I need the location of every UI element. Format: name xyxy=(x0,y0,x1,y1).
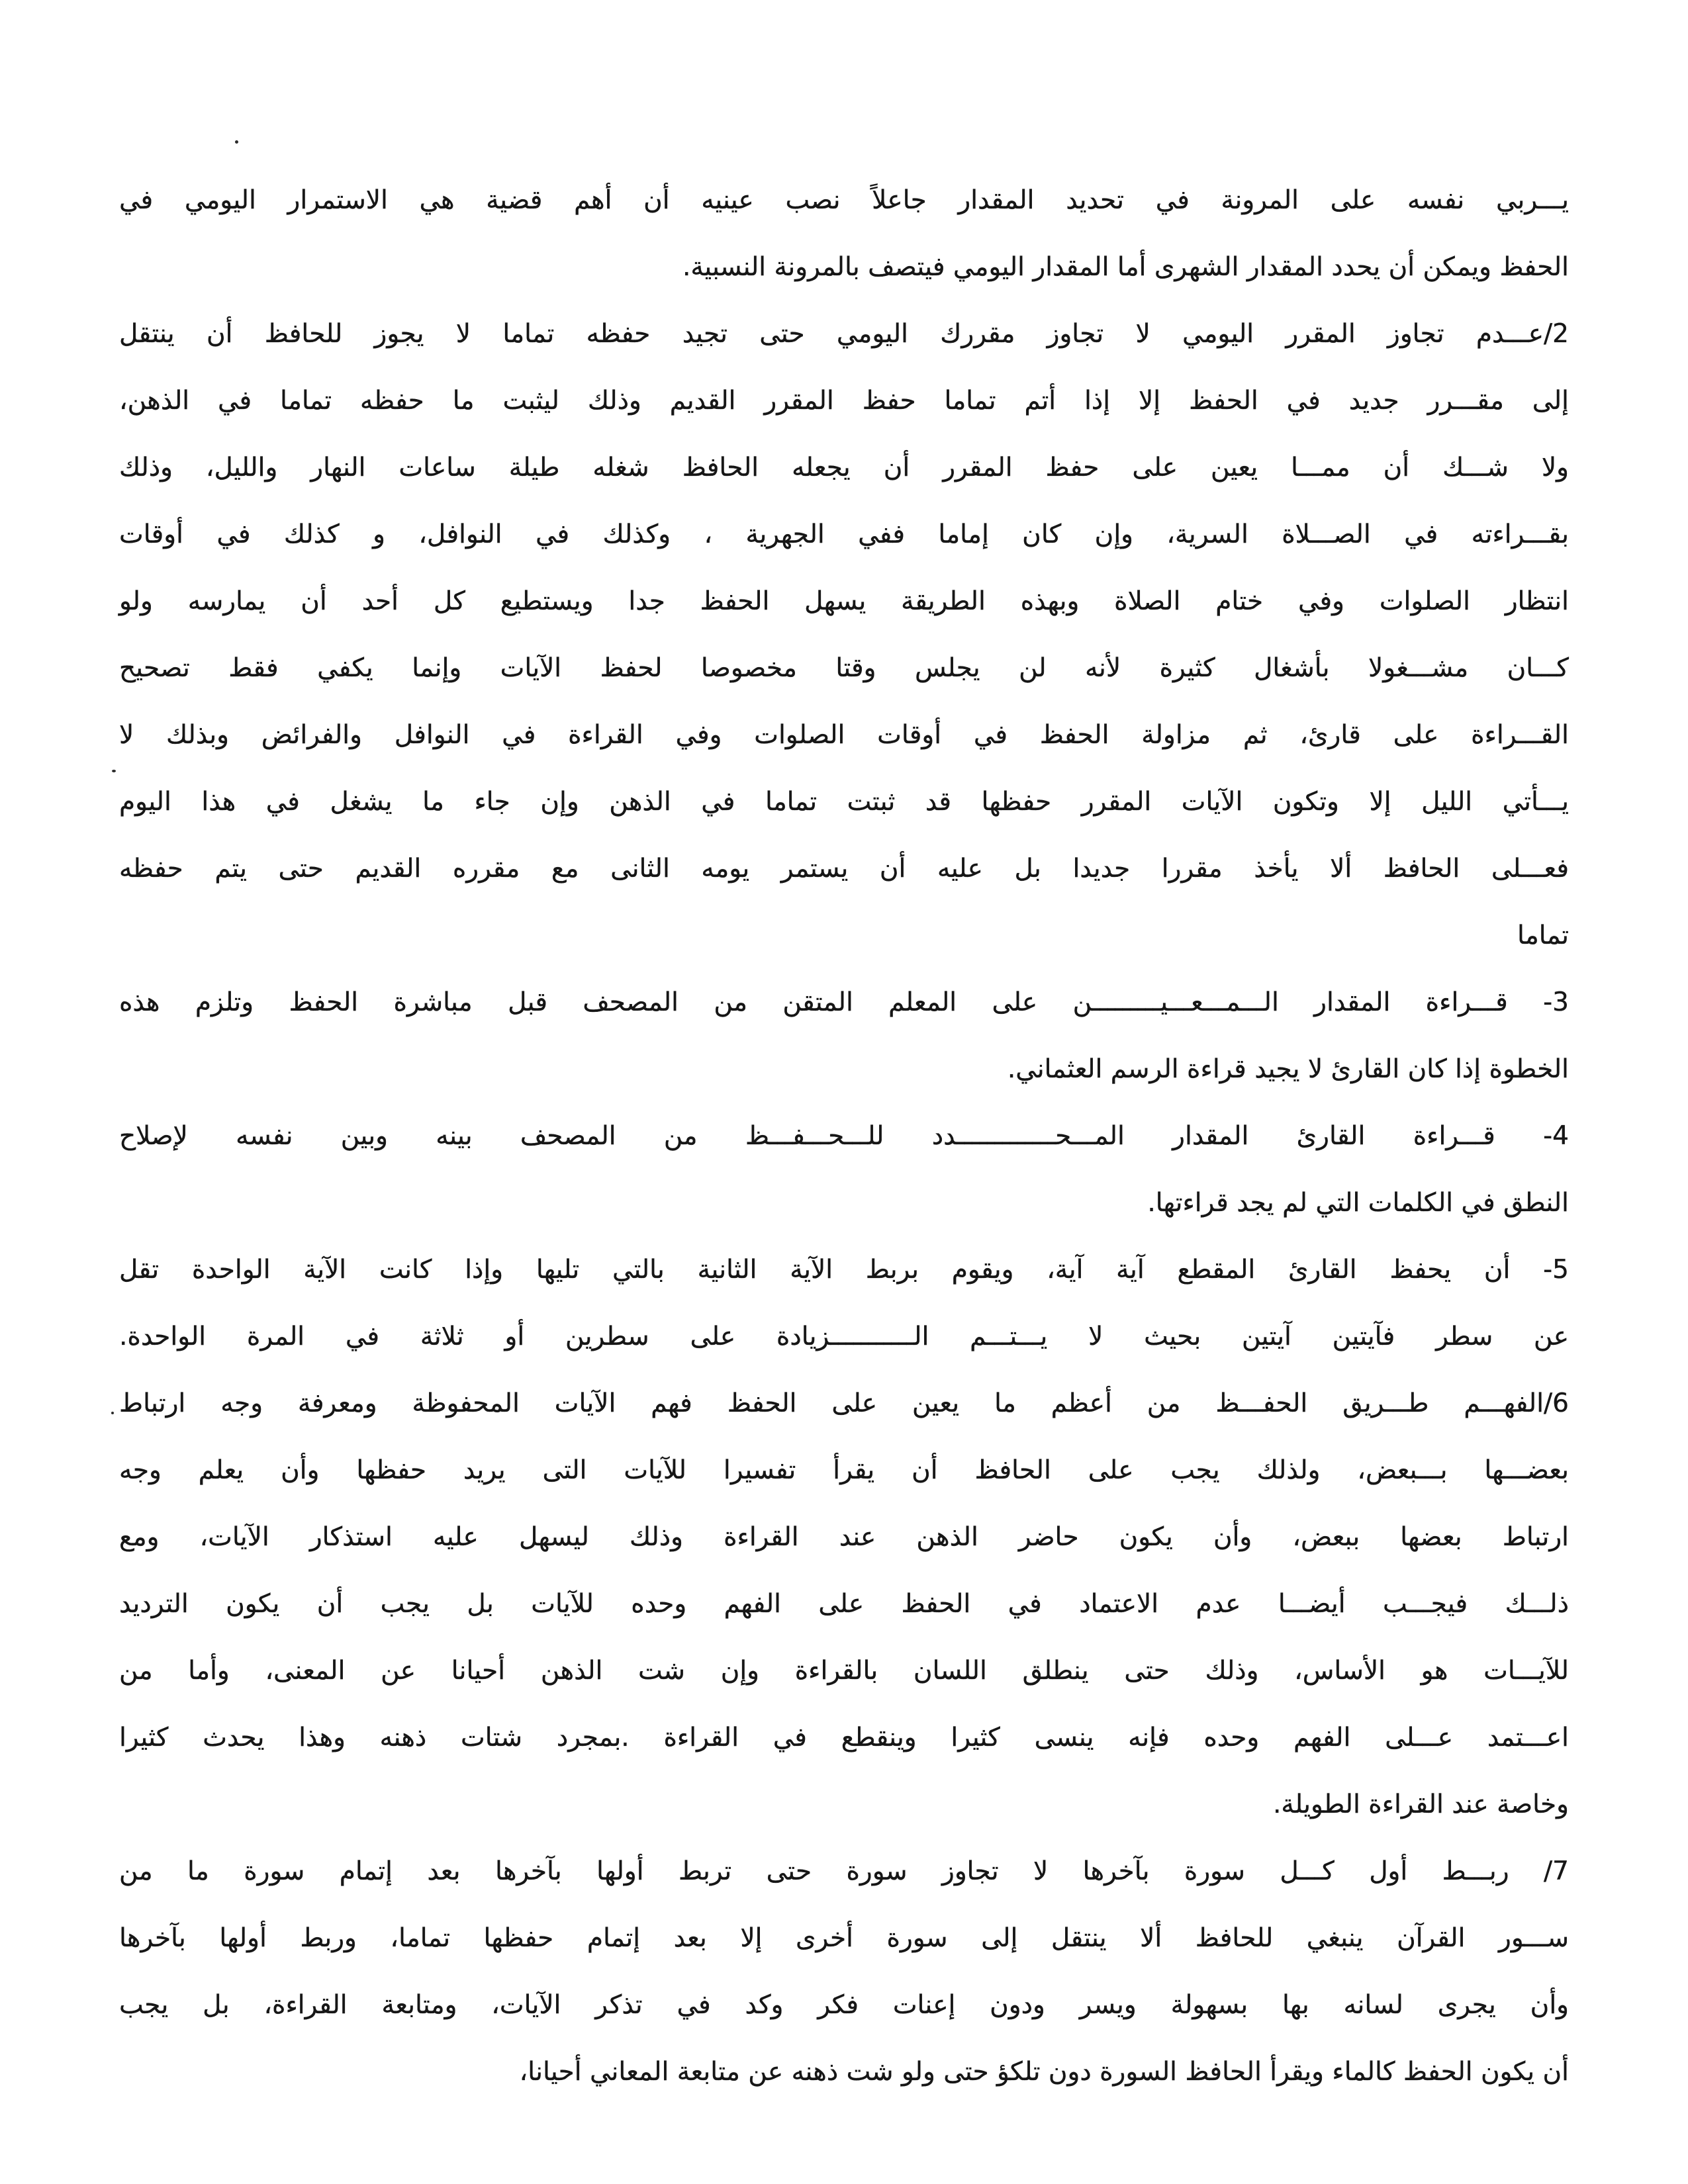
text-line: 7/ ربـــط أول كـــل سورة بآخرها لا تجاوز سورة حتى تربط أولها بآخرها بعد إتمام سورة ما من xyxy=(119,1856,1569,1886)
text-line: ارتباط بعضها ببعض، وأن يكون حاضر الذهن عند القراءة وذلك ليسهل عليه استذكار الآيات، ومع xyxy=(119,1522,1569,1552)
item-3-paragraph xyxy=(119,969,1569,1103)
item-7-paragraph xyxy=(119,1838,1569,2105)
item-5-paragraph xyxy=(119,1236,1569,1370)
text-line: يـــأتي الليل إلا وتكون الآيات المقرر حفظها قد ثبتت تماما في الذهن وإن جاء ما يشغل في هذا اليوم xyxy=(119,787,1569,817)
intro-continuation-paragraph xyxy=(119,167,1569,300)
text-line: ســـور القرآن ينبغي للحافظ ألا ينتقل إلى سورة أخرى إلا بعد إتمام حفظها تماما، وربط أولها بآخرها xyxy=(119,1923,1569,1953)
text-line: فعـــلى الحافظ ألا يأخذ مقررا جديدا بل عليه أن يستمر يومه الثانى مع مقرره القديم حتى يتم حفظه xyxy=(119,854,1569,884)
text-line: 6/الفهـــم طـــريق الحفـــظ من أعظم ما يعين على الحفظ فهم الآيات المحفوظة ومعرفة وجه ارتباط xyxy=(119,1388,1569,1418)
scan-speck xyxy=(112,770,116,772)
text-line: انتظار الصلوات وفي ختام الصلاة وبهذه الطريقة يسهل الحفظ جدا ويستطيع كل أحد أن يمارسه ولو xyxy=(119,586,1569,616)
text-line: الحفظ ويمكن أن يحدد المقدار الشهرى أما المقدار اليومي فيتصف بالمرونة النسبية. xyxy=(682,252,1569,282)
text-line: 2/عـــدم تجاوز المقرر اليومي لا تجاوز مقررك اليومي حتى تجيد حفظه تماما لا يجوز للحافظ أن ينتقل xyxy=(119,319,1569,349)
item-2-paragraph xyxy=(119,300,1569,969)
item-6-paragraph xyxy=(119,1370,1569,1838)
text-line: ذلـــك فيجـــب أيضـــا عدم الاعتماد في الحفظ على الفهم وحده للآيات بل يجب أن يكون الترديد xyxy=(119,1589,1569,1619)
text-line: 5- أن يحفظ القارئ المقطع آية آية، ويقوم بربط الآية الثانية بالتي تليها وإذا كانت الآية الواحدة تقل xyxy=(119,1255,1569,1285)
scan-speck xyxy=(111,1412,114,1414)
item-4-paragraph xyxy=(119,1103,1569,1236)
text-line: إلى مقـــرر جديد في الحفظ إلا إذا أتم تماما حفظ المقرر القديم وذلك ليثبت ما حفظه تماما في الذهن، xyxy=(119,386,1569,416)
text-line: كـــان مشـــغولا بأشغال كثيرة لأنه لن يجلس وقتا مخصوصا لحفظ الآيات وإنما يكفي فقط تصحيح xyxy=(119,653,1569,683)
text-line: النطق في الكلمات التي لم يجد قراءتها. xyxy=(1147,1188,1569,1218)
text-line: أن يكون الحفظ كالماء ويقرأ الحافظ السورة دون تلكؤ حتى ولو شت ذهنه عن متابعة المعاني أحيانا، xyxy=(519,2057,1569,2087)
text-line: عن سطر فآيتين آيتين بحيث لا يـــتـــم الـــــــــــزيادة على سطرين أو ثلاثة في المرة الواحدة. xyxy=(119,1322,1569,1351)
text-line: القـــراءة على قارئ، ثم مزاولة الحفظ في أوقات الصلوات وفي القراءة في النوافل والفرائض وبذلك لا xyxy=(119,720,1569,750)
document-text-block xyxy=(119,167,1569,2105)
text-line: بعضـــها بـــبعض، ولذلك يجب على الحافظ أن يقرأ تفسيرا للآيات التى يريد حفظها وأن يعلم وجه xyxy=(119,1455,1569,1485)
text-line: اعـــتمد عـــلى الفهم وحده فإنه ينسى كثيرا وينقطع في القراءة .بمجرد شتات ذهنه وهذا يحدث كثيرا xyxy=(119,1723,1569,1752)
text-line: يـــربي نفسه على المرونة في تحديد المقدار جاعلاً نصب عينيه أن أهم قضية هي الاستمرار اليومي في xyxy=(119,185,1569,215)
text-line: تماما xyxy=(1517,921,1569,950)
text-line: ولا شـــك أن ممـــا يعين على حفظ المقرر أن يجعله الحافظ شغله طيلة ساعات النهار والليل، وذلك xyxy=(119,453,1569,482)
text-line: للآيـــات هو الأساس، وذلك حتى ينطلق اللسان بالقراءة وإن شت الذهن أحيانا عن المعنى، وأما من xyxy=(119,1656,1569,1686)
text-line: 3- قـــراءة المقدار الـــمـــعـــيـــــــــن على المعلم المتقن من المصحف قبل مباشرة الحفظ وتلزم هذه xyxy=(119,987,1569,1017)
scan-speck xyxy=(235,140,238,144)
text-line: 4- قـــراءة القارئ المقدار المـــحـــــــــــــدد للـــحـــفـــظ من المصحف بينه وبين نفسه لإصلاح xyxy=(119,1121,1569,1151)
text-line: وخاصة عند القراءة الطويلة. xyxy=(1272,1790,1569,1819)
text-line: وأن يجرى لسانه بها بسهولة ويسر ودون إعنات فكر وكد في تذكر الآيات، ومتابعة القراءة، بل يجب xyxy=(119,1990,1569,2020)
text-line: الخطوة إذا كان القارئ لا يجيد قراءة الرسم العثماني. xyxy=(1007,1054,1569,1084)
text-line: بقـــراءته في الصـــلاة السرية، وإن كان إماما ففي الجهرية ، وكذلك في النوافل، و كذلك في أوقات xyxy=(119,520,1569,549)
